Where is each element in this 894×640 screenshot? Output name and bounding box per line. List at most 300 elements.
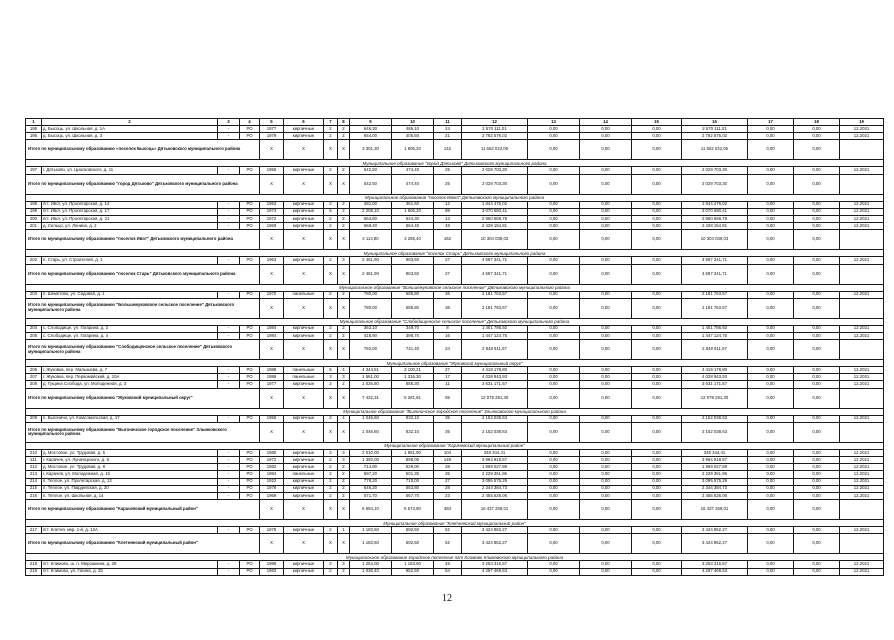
- table-cell: 592,50: [392, 527, 434, 534]
- table-cell: 2: [324, 457, 338, 464]
- table-cell: 780,00: [350, 291, 392, 298]
- total-cell: 0,00: [528, 340, 580, 360]
- total-cell: 0,00: [794, 230, 840, 250]
- table-cell: п. Теплое, ул. Гвардейская, д. 20: [42, 485, 218, 492]
- table-cell: 3 095 575,29: [462, 478, 528, 485]
- table-cell: 0,00: [794, 257, 840, 264]
- table-cell: 0,00: [748, 561, 794, 568]
- table-cell: 2: [338, 291, 350, 298]
- table-cell: 2: [324, 492, 338, 499]
- table-cell: 12.2021: [840, 471, 884, 478]
- municipality-heading-row: [26, 194, 884, 201]
- table-cell: 1 392,00: [350, 457, 392, 464]
- table-row: [26, 167, 884, 174]
- table-cell: 12.2021: [840, 291, 884, 298]
- table-cell: РО: [240, 291, 260, 298]
- table-cell: 0,00: [580, 332, 632, 339]
- table-cell: 2: [324, 167, 338, 174]
- table-cell: 0,00: [632, 381, 682, 388]
- total-cell: 27: [434, 264, 462, 284]
- table-cell: 2 570 111,01: [682, 126, 748, 133]
- table-cell: 12.2021: [840, 478, 884, 485]
- table-cell: РО: [240, 568, 260, 575]
- total-cell: Х: [260, 422, 284, 442]
- municipality-heading: Муниципальное образование городское поселение пгт Климово Климовского муниципального района: [26, 554, 884, 561]
- table-cell: 0,00: [580, 215, 632, 222]
- table-cell: 212: [26, 464, 42, 471]
- table-cell: 200: [26, 215, 42, 222]
- total-cell: 0,00: [794, 388, 840, 408]
- total-cell: Х: [284, 534, 324, 554]
- table-cell: 0,00: [528, 215, 580, 222]
- table-cell: 0,00: [748, 485, 794, 492]
- column-number-cell: 17: [748, 119, 794, 126]
- table-cell: -: [218, 485, 240, 492]
- table-cell: 1989: [260, 561, 284, 568]
- table-cell: 12.2021: [840, 374, 884, 381]
- table-cell: РО: [240, 126, 260, 133]
- table-cell: 35: [434, 471, 462, 478]
- table-cell: 2: [324, 223, 338, 230]
- page-number: 12: [442, 593, 452, 604]
- table-cell: 0,00: [794, 223, 840, 230]
- municipality-total-row: [26, 298, 884, 318]
- table-row: [26, 449, 884, 456]
- table-cell: 3: [338, 257, 350, 264]
- municipality-heading: Муниципальное образование "Большежуковское сельское поселение" Дятьковского муниципального района: [26, 284, 884, 291]
- total-cell: 0,00: [632, 388, 682, 408]
- table-cell: 1955: [260, 415, 284, 422]
- table-cell: 2 455 626,06: [462, 492, 528, 499]
- total-cell: 0,00: [794, 500, 840, 520]
- total-cell: Х: [260, 500, 284, 520]
- table-cell: 204: [26, 325, 42, 332]
- table-cell: 197: [26, 167, 42, 174]
- table-cell: 0,00: [580, 492, 632, 499]
- table-cell: 486,10: [392, 126, 434, 133]
- table-cell: 0,00: [632, 291, 682, 298]
- table-cell: 27: [434, 367, 462, 374]
- table-cell: 0,00: [794, 485, 840, 492]
- table-cell: -: [218, 215, 240, 222]
- table-cell: 3 631 171,57: [462, 381, 528, 388]
- table-cell: 0,00: [580, 415, 632, 422]
- total-cell: Х: [338, 422, 350, 442]
- table-row: [26, 374, 884, 381]
- table-cell: кирпичные: [284, 257, 324, 264]
- table-cell: 685,80: [392, 291, 434, 298]
- table-cell: панельные: [284, 367, 324, 374]
- table-cell: 199: [26, 208, 42, 215]
- table-cell: 1988: [260, 367, 284, 374]
- municipality-heading-row: [26, 250, 884, 257]
- table-cell: 668,40: [350, 223, 392, 230]
- table-cell: 208: [26, 381, 42, 388]
- table-cell: 3: [324, 449, 338, 456]
- total-cell: 542,50: [350, 174, 392, 194]
- table-cell: 0,00: [748, 167, 794, 174]
- total-cell: 0,00: [632, 298, 682, 318]
- table-cell: 2: [324, 332, 338, 339]
- table-cell: 3 070 680,41: [462, 208, 528, 215]
- total-cell: Х: [284, 340, 324, 360]
- table-cell: 0,00: [580, 568, 632, 575]
- table-cell: 23: [434, 492, 462, 499]
- table-cell: 2: [338, 126, 350, 133]
- municipality-heading: Муниципальное образование "Слободищенское сельское поселение" Дятьковского муниципального района: [26, 318, 884, 325]
- table-cell: 1984: [260, 325, 284, 332]
- table-cell: 481,00: [350, 201, 392, 208]
- total-cell: [840, 388, 884, 408]
- table-cell: 0,00: [528, 381, 580, 388]
- table-cell: 0,00: [580, 485, 632, 492]
- total-cell: 0,00: [632, 534, 682, 554]
- table-cell: 12: [434, 201, 462, 208]
- table-cell: 28: [434, 464, 462, 471]
- table-cell: 0,00: [794, 471, 840, 478]
- table-cell: 0,00: [748, 464, 794, 471]
- table-cell: 52: [434, 527, 462, 534]
- total-cell: Х: [324, 140, 338, 160]
- table-cell: 2 229 361,96: [682, 471, 748, 478]
- table-cell: 28: [434, 485, 462, 492]
- table-cell: 0,00: [632, 478, 682, 485]
- total-cell: 142: [434, 140, 462, 160]
- column-number-cell: 7: [324, 119, 338, 126]
- table-cell: 21: [434, 133, 462, 140]
- table-cell: 2: [324, 257, 338, 264]
- municipality-total-row: [26, 264, 884, 284]
- table-cell: РО: [240, 325, 260, 332]
- municipality-heading-row: [26, 442, 884, 449]
- table-cell: д. Бысоць, ул. Школьная, д. 3: [42, 133, 218, 140]
- table-cell: 1978: [260, 485, 284, 492]
- total-cell: 0,00: [528, 264, 580, 284]
- table-cell: 35: [434, 415, 462, 422]
- total-label: Итого по муниципальному образованию «поселок Бысоць» Дятьковского муниципального района: [26, 140, 260, 160]
- table-cell: 1 844 476,02: [682, 201, 748, 208]
- total-cell: 0,00: [748, 174, 794, 194]
- table-cell: РО: [240, 257, 260, 264]
- table-cell: 0,00: [794, 374, 840, 381]
- total-cell: Х: [260, 174, 284, 194]
- table-cell: пгт. Климово, ш. п. Мирошкина, д. 28: [42, 561, 218, 568]
- column-number-cell: 12: [462, 119, 528, 126]
- table-cell: 0,00: [580, 381, 632, 388]
- total-cell: 55: [434, 388, 462, 408]
- table-cell: пгт. Климово, ул. Гагина, д. 25: [42, 568, 218, 575]
- table-cell: 202: [26, 257, 42, 264]
- table-row: [26, 381, 884, 388]
- total-cell: Х: [338, 340, 350, 360]
- total-label: Итого по муниципальному образованию "Выгоничское городское поселение" Злынковского муниципального района: [26, 422, 260, 442]
- total-cell: 2 029 703,30: [462, 174, 528, 194]
- table-cell: 0,00: [748, 325, 794, 332]
- table-cell: -: [218, 561, 240, 568]
- table-cell: 1984: [260, 471, 284, 478]
- table-cell: 0,00: [528, 527, 580, 534]
- municipality-heading: Муниципальное образование "Выгоничское городское поселение" Злынковского муниципального района: [26, 408, 884, 415]
- column-number-cell: 14: [580, 119, 632, 126]
- table-cell: РО: [240, 485, 260, 492]
- table-cell: 0,00: [528, 449, 580, 456]
- table-cell: 0,00: [528, 464, 580, 471]
- table-cell: 0,00: [580, 449, 632, 456]
- table-row: [26, 561, 884, 568]
- table-cell: 885,30: [392, 381, 434, 388]
- table-cell: 1 447 124,75: [682, 332, 748, 339]
- table-cell: панельные: [284, 291, 324, 298]
- table-cell: 0,00: [748, 291, 794, 298]
- table-cell: 0,00: [748, 457, 794, 464]
- table-row: [26, 367, 884, 374]
- table-cell: 0,00: [528, 201, 580, 208]
- table-row: [26, 126, 884, 133]
- table-cell: 1 401 786,92: [462, 325, 528, 332]
- table-cell: 2 782 576,02: [682, 133, 748, 140]
- table-cell: 12.2021: [840, 485, 884, 492]
- table-cell: 2: [324, 215, 338, 222]
- table-cell: 205: [26, 332, 42, 339]
- table-cell: 0,00: [794, 478, 840, 485]
- table-cell: -: [218, 367, 240, 374]
- table-cell: 0,00: [528, 223, 580, 230]
- municipality-heading: Муниципальное образование "Карачевский муниципальный район": [26, 442, 884, 449]
- total-cell: [840, 230, 884, 250]
- table-cell: 5: [324, 208, 338, 215]
- total-cell: 0,00: [632, 340, 682, 360]
- table-cell: кирпичные: [284, 478, 324, 485]
- table-row: [26, 257, 884, 264]
- table-cell: -: [218, 457, 240, 464]
- total-label: Итого по муниципальному образованию "Карачевский муниципальный район": [26, 500, 260, 520]
- table-cell: -: [218, 126, 240, 133]
- total-cell: 35: [434, 422, 462, 442]
- total-cell: [840, 298, 884, 318]
- table-cell: 3 070 680,41: [682, 208, 748, 215]
- table-cell: 0,00: [580, 223, 632, 230]
- table-cell: 12.2021: [840, 257, 884, 264]
- table-cell: 0,00: [794, 291, 840, 298]
- table-cell: 0,00: [794, 367, 840, 374]
- table-cell: 0,00: [580, 367, 632, 374]
- table-cell: 0,00: [794, 126, 840, 133]
- total-cell: Х: [260, 388, 284, 408]
- total-label: Итого по муниципальному образованию "Слободищенское сельское поселение" Дятьковского муниципального района: [26, 340, 260, 360]
- table-cell: -: [218, 492, 240, 499]
- table-cell: 1978: [260, 527, 284, 534]
- total-cell: 741,40: [392, 340, 434, 360]
- table-cell: 11: [434, 381, 462, 388]
- total-cell: 474,40: [392, 174, 434, 194]
- municipality-total-row: [26, 534, 884, 554]
- total-cell: Х: [324, 298, 338, 318]
- table-cell: г. Карачев, ул. Молодежная, д. 15: [42, 471, 218, 478]
- table-cell: 963,60: [392, 257, 434, 264]
- table-cell: 1963: [260, 257, 284, 264]
- table-cell: 646,30: [350, 126, 392, 133]
- table-cell: 2: [324, 291, 338, 298]
- table-cell: 0,00: [794, 449, 840, 456]
- municipality-total-row: [26, 340, 884, 360]
- table-cell: 149: [434, 457, 462, 464]
- table-cell: пгт. Клетня, мкр. 1-й, д. 12А: [42, 527, 218, 534]
- table-cell: 0,00: [580, 464, 632, 471]
- table-cell: 0,00: [748, 374, 794, 381]
- total-cell: 0,00: [748, 422, 794, 442]
- table-cell: кирпичные: [284, 325, 324, 332]
- table-cell: с. Слободище, ул. Гагарина, д. 4: [42, 332, 218, 339]
- table-cell: 25: [434, 167, 462, 174]
- total-cell: [840, 500, 884, 520]
- table-row: [26, 325, 884, 332]
- total-cell: [840, 174, 884, 194]
- table-cell: кирпичные: [284, 201, 324, 208]
- table-cell: 1 851,90: [392, 449, 434, 456]
- table-cell: РО: [240, 449, 260, 456]
- table-cell: 3 424 862,27: [682, 527, 748, 534]
- table-cell: 0,00: [580, 257, 632, 264]
- table-cell: 1972: [260, 215, 284, 222]
- table-cell: 3 253 316,57: [462, 561, 528, 568]
- table-cell: 710,00: [392, 478, 434, 485]
- table-cell: 12.2021: [840, 492, 884, 499]
- total-cell: 0,00: [748, 534, 794, 554]
- municipality-total-row: [26, 230, 884, 250]
- municipality-heading-row: [26, 284, 884, 291]
- table-cell: 0,00: [748, 367, 794, 374]
- table-cell: 0,00: [632, 257, 682, 264]
- table-cell: 0,00: [580, 325, 632, 332]
- table-cell: -: [218, 415, 240, 422]
- column-number-cell: 1: [26, 119, 42, 126]
- table-cell: 12.2021: [840, 415, 884, 422]
- table-cell: 3 994 919,57: [462, 457, 528, 464]
- table-cell: 0,00: [580, 471, 632, 478]
- table-cell: 203: [26, 291, 42, 298]
- table-cell: РО: [240, 381, 260, 388]
- table-cell: 832,10: [392, 415, 434, 422]
- table-cell: 36: [434, 291, 462, 298]
- table-cell: 5: [324, 367, 338, 374]
- table-row: [26, 133, 884, 140]
- column-number-cell: 11: [434, 119, 462, 126]
- table-cell: 2 570 111,01: [462, 126, 528, 133]
- table-cell: 0,00: [528, 471, 580, 478]
- table-cell: 1 183,60: [350, 527, 392, 534]
- table-cell: 1980: [260, 449, 284, 456]
- total-cell: 685,80: [392, 298, 434, 318]
- total-cell: Х: [324, 174, 338, 194]
- table-cell: 0,00: [794, 492, 840, 499]
- total-cell: 11 662 022,05: [682, 140, 748, 160]
- table-cell: 2 208,10: [350, 208, 392, 215]
- table-cell: д. Сельцо, ул. Ленина, д. 2: [42, 223, 218, 230]
- table-cell: 0,00: [528, 367, 580, 374]
- table-cell: 217: [26, 527, 42, 534]
- total-cell: 2 029 703,30: [682, 174, 748, 194]
- municipality-heading-row: [26, 408, 884, 415]
- total-cell: Х: [324, 230, 338, 250]
- total-cell: 0,00: [580, 388, 632, 408]
- table-cell: 1 605,20: [392, 208, 434, 215]
- table-cell: 12.2021: [840, 215, 884, 222]
- table-cell: 0,00: [632, 471, 682, 478]
- total-cell: Х: [284, 174, 324, 194]
- table-cell: 646,20: [350, 485, 392, 492]
- table-cell: кирпичные: [284, 415, 324, 422]
- table-cell: 89: [434, 208, 462, 215]
- table-cell: 1969: [260, 492, 284, 499]
- total-cell: Х: [338, 298, 350, 318]
- table-cell: 2 229 361,96: [462, 471, 528, 478]
- total-cell: 0,00: [794, 422, 840, 442]
- table-cell: 0,00: [632, 201, 682, 208]
- total-cell: 3 265,40: [392, 230, 434, 250]
- table-cell: 3 994 919,57: [682, 457, 748, 464]
- table-cell: 3 631 171,57: [682, 381, 748, 388]
- total-cell: Х: [338, 500, 350, 520]
- table-cell: РО: [240, 208, 260, 215]
- total-cell: Х: [324, 500, 338, 520]
- table-cell: -: [218, 332, 240, 339]
- column-number-cell: 5: [260, 119, 284, 126]
- table-cell: 0,00: [748, 527, 794, 534]
- table-cell: 0,00: [528, 257, 580, 264]
- total-cell: 0,00: [580, 140, 632, 160]
- table-cell: 3: [338, 457, 350, 464]
- total-cell: 0,00: [632, 264, 682, 284]
- table-cell: 0,00: [794, 464, 840, 471]
- total-cell: Х: [338, 388, 350, 408]
- table-cell: 0,00: [580, 478, 632, 485]
- table-cell: д. Мостовое, ул. Трудовая, д. 5: [42, 449, 218, 456]
- total-cell: Х: [338, 534, 350, 554]
- table-row: [26, 223, 884, 230]
- table-cell: 3 095 575,29: [682, 478, 748, 485]
- table-cell: 2: [338, 133, 350, 140]
- table-cell: 501,30: [392, 471, 434, 478]
- table-row: [26, 464, 884, 471]
- table-cell: 2: [338, 332, 350, 339]
- table-cell: 0,00: [748, 208, 794, 215]
- table-row: [26, 527, 884, 534]
- table-cell: 3 100,21: [392, 367, 434, 374]
- total-cell: 1 183,60: [350, 534, 392, 554]
- table-cell: 24: [434, 126, 462, 133]
- table-cell: 2: [324, 381, 338, 388]
- total-cell: Х: [260, 534, 284, 554]
- total-label: Итого по муниципальному образованию "Жуковский муниципальный округ": [26, 388, 260, 408]
- column-number-row: [26, 119, 884, 126]
- table-cell: 1 153,60: [392, 561, 434, 568]
- table-cell: д. Гущина Слобода, ул. Молодежная, д. 3: [42, 381, 218, 388]
- column-number-cell: 8: [338, 119, 350, 126]
- table-cell: 564,40: [392, 223, 434, 230]
- table-cell: г. Жуковка, пер. Малышева, д. 7: [42, 367, 218, 374]
- total-cell: 0,00: [748, 140, 794, 160]
- table-cell: 2: [338, 215, 350, 222]
- table-cell: 1 036,40: [350, 568, 392, 575]
- table-cell: 0,00: [794, 457, 840, 464]
- table-cell: 1 046,60: [350, 415, 392, 422]
- table-cell: 1973: [260, 208, 284, 215]
- table-cell: 398,70: [392, 332, 434, 339]
- table-cell: 209: [26, 415, 42, 422]
- table-cell: кирпичные: [284, 381, 324, 388]
- table-cell: 0,00: [528, 332, 580, 339]
- table-cell: 2: [324, 568, 338, 575]
